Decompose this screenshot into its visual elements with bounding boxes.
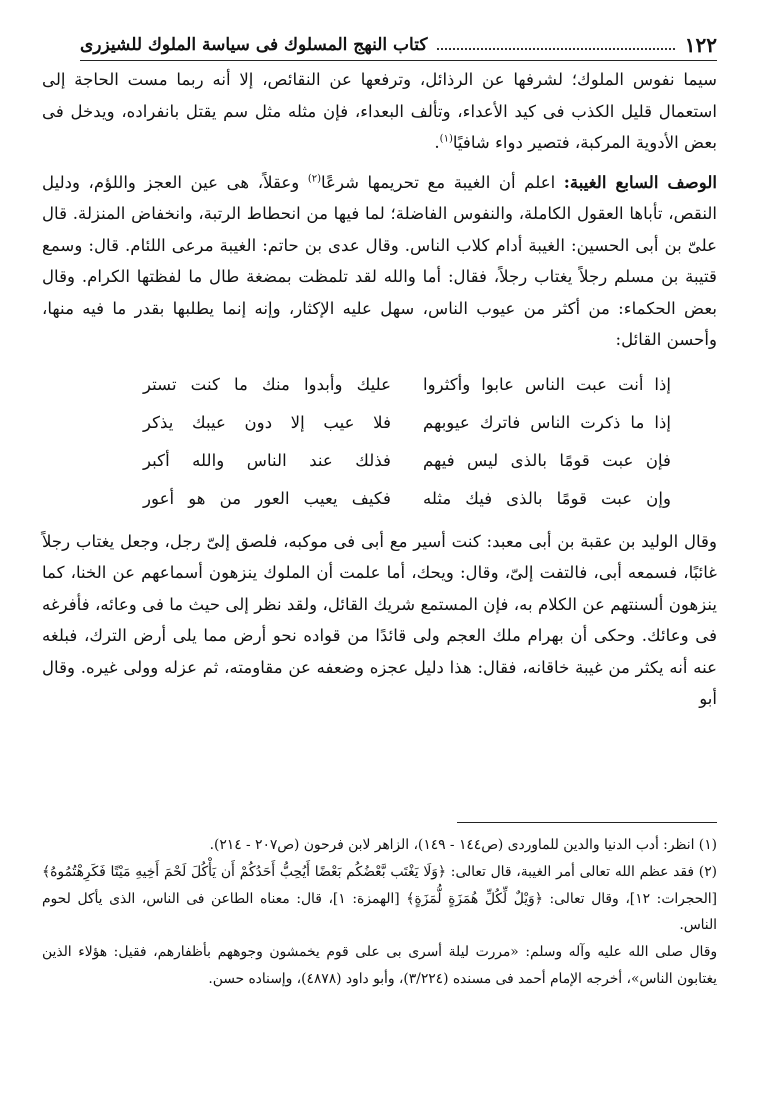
footnotes: [42, 832, 717, 993]
main-text: [42, 64, 717, 715]
verse-second-hemistich: فكيف يعيب العور من هو أعور: [143, 488, 391, 508]
paragraph-2-text-b: وعقلاً، هى عين العجز واللؤم، ودليل النقص، تأباها العقول الكاملة، والنفوس الفاضلة؛ لما فيها من انحطاط الرتبة، وانخفاض المنزلة. قال علىّ بن أبى الحسين: الغيبة أدام كلاب الناس. وقال عدى بن حاتم: الغيبة مرعى اللئام. قال: وسمع قتيبة بن مسلم رجلاً يغتاب رجلاً، فقال: أما والله لقد تلمظت بمضغة طال ما لفظتها الكرام. وقال بعض الحكماء: من أكثر من عيوب الناس، سهل عليه الإكثار، وإنه إنما يطلبها بقدر ما فيه منها، وأحسن القائل:: [42, 172, 717, 349]
verse-second-hemistich: فذلك عند الناس والله أكبر: [143, 450, 391, 470]
verse-line: [42, 366, 717, 404]
paragraph-1-end: .: [434, 133, 440, 152]
verse-line: [42, 480, 717, 518]
verse-first-hemistich: إذا ما ذكرت الناس فاترك عيوبهم: [423, 412, 671, 432]
paragraph-3: وقال الوليد بن عقبة بن أبى معبد: كنت أسير مع أبى فى موكبه، فلصق إلىّ رجل، وجعل يغتاب رجلاً غائبًا، فسمعه أبى، فالتفت إلىّ، وقال: ويحك، أما علمت أن الملوك ينزهون أسماعهم عن الخنا، كما ينزهون ألسنتهم عن الكلام به، فإن المستمع شريك القائل، ولقد نظر إلى حيث ما فى وعائه، فأفرغه فى وعائك. وحكى أن بهرام ملك العجم ولى قائدًا من قواده نحو أرض مما يلى أرض الترك، فبلغه عنه أنه يكثر من غيبة خاقانه، فقال: هذا دليل عجزه وضعفه عن مقاومته، ثم عزله وولى غيره. وقال أبو: [42, 531, 717, 708]
verse-line: [42, 404, 717, 442]
footnote-ref-1: (١): [439, 133, 453, 145]
paragraph-1: [42, 64, 717, 159]
dotted-leader: [437, 48, 674, 50]
verse-first-hemistich: فإن عبت قومًا بالذى ليس فيهم: [423, 450, 671, 470]
footnote-3: وقال صلى الله عليه وآله وسلم: «مررت ليلة أسرى بى على قوم يخمشون وجوههم بأظفارهم، فقيل: هؤلاء الذين يغتابون الناس»، أخرجه الإمام أحمد فى مسنده (٣/٢٢٤)، وأبو داود (٤٨٧٨)، وإسناده حسن.: [42, 944, 717, 987]
footnote-separator: [457, 822, 717, 823]
paragraph-2: [42, 167, 717, 356]
footnote-1: (١) انظر: أدب الدنيا والدين للماوردى (ص١٤٤ - ١٤٩)، الزاهر لابن فرحون (ص٢٠٧ - ٢١٤).: [209, 837, 717, 853]
verse-second-hemistich: فلا عيب إلا دون عيبك يذكر: [143, 412, 391, 432]
footnote-ref-2: (٢): [307, 172, 321, 184]
section-heading: الوصف السابع الغيبة:: [563, 171, 718, 192]
poem: [42, 366, 717, 518]
verse-line: [42, 442, 717, 480]
verse-second-hemistich: عليك وأبدوا منك ما كنت تستر: [143, 374, 391, 394]
paragraph-1-text: سيما نفوس الملوك؛ لشرفها عن الرذائل، وترفعها عن النقائص، إلا أنه ربما مست الحاجة إلى استعمال قليل الكذب فى كيد الأعداء، وتألف البعداء، فإن مثله مثل سم يقتل بانفراده، ويدخل فى بعض الأدوية المركبة، فتصير دواء شافيًا: [42, 70, 717, 152]
page-header: [80, 30, 717, 61]
verse-first-hemistich: إذا أنت عبت الناس عابوا وأكثروا: [423, 374, 671, 394]
running-title: كتاب النهج المسلوك فى سياسة الملوك للشيزرى: [80, 35, 428, 55]
footnote-2: (٢) فقد عظم الله تعالى أمر الغيبة، قال تعالى: ﴿وَلَا يَغْتَب بَّعْضُكُم بَعْضًا أَيُحِبُّ أَحَدُكُمْ أَن يَأْكُلَ لَحْمَ أَخِيهِ مَيْتًا فَكَرِهْتُمُوهُ﴾ [الحجرات: ١٢]، وقال تعالى: ﴿وَيْلٌ لِّكُلِّ هُمَزَةٍ لُّمَزَةٍ﴾ [الهمزة: ١]، قال: معناه الطاعن فى الناس، الذى يأكل لحوم الناس.: [42, 863, 717, 934]
verse-first-hemistich: وإن عبت قومًا بالذى فيك مثله: [423, 488, 671, 508]
paragraph-2-text-a: اعلم أن الغيبة مع تحريمها شرعًا: [321, 172, 564, 192]
page-number: ١٢٢: [684, 33, 717, 57]
